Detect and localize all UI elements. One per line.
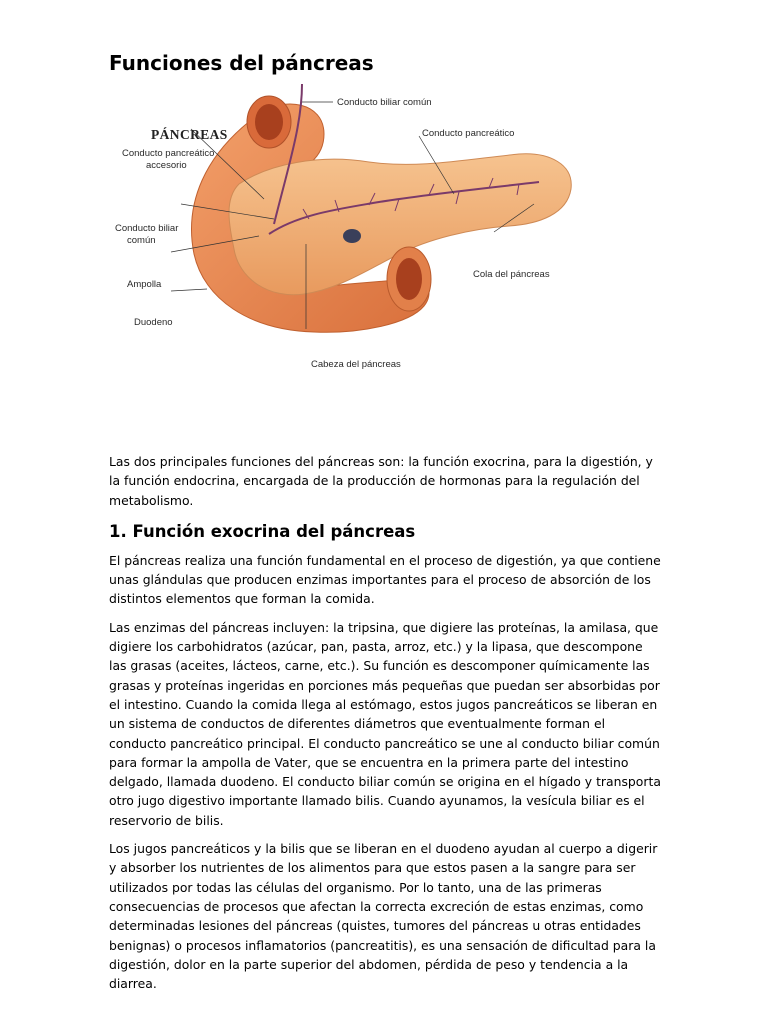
intro-paragraph: Las dos principales funciones del páncreas son: la función exocrina, para la digestión, y la función endocrina, encargada de la producción de hormonas para la regulación del metabolismo. (109, 454, 653, 508)
page-title: Funciones del páncreas (109, 51, 374, 75)
label-conducto-pancreatico: Conducto pancreático (422, 128, 515, 139)
section-heading-exocrine: 1. Función exocrina del páncreas (109, 521, 416, 541)
label-conducto-biliar-left-line1: Conducto biliar (115, 223, 179, 234)
document-page (109, 50, 661, 993)
pancreas-drawing (109, 84, 589, 354)
label-conducto-accesorio-line2: accesorio (146, 160, 187, 171)
paragraph-exocrine-3: Los jugos pancreáticos y la bilis que se liberan en el duodeno ayudan al cuerpo a digerir y absorber los nutrientes de los alimentos para que estos pasen a la sangre para ser utilizados por todas las células del organismo. Por lo tanto, una de las primeras consecuencias de procesos que afectan la correcta excreción de estas enzimas, como determinadas lesiones del páncreas (quistes, tumores del páncreas u otras entidades benignas) o procesos inflamatorios (pancreatitis), es una sensación de dificultad para la digestión, dolor en la parte superior del abdomen, pérdida de peso y tendencia a la diarrea. (109, 841, 658, 992)
label-conducto-biliar-comun-top: Conducto biliar común (337, 97, 432, 108)
paragraph-exocrine-2: Las enzimas del páncreas incluyen: la tripsina, que digiere las proteínas, la amilasa, que digiere los carbohidratos (azúcar, pan, pasta, arroz, etc.) y la lipasa, que descompone las grasas (aceites, lácteos, carne, etc.). Su función es descomponer químicamente las grasas y proteínas ingeridas en porciones más pequeñas que puedan ser absorbidas por el intestino. Cuando la comida llega al estómago, estos jugos pancreáticos se liberan en un sistema de conductos de diferentes diámetros que eventualmente forman el conducto pancreático principal. El conducto pancreático se une al conducto biliar común para formar la ampolla de Vater, que se encuentra en la primera parte del intestino delgado, llamada duodeno. El conducto biliar común se origina en el hígado y transporta otro jugo digestivo importante llamado bilis. Cuando ayunamos, la vesícula biliar es el reservorio de bilis. (109, 619, 661, 828)
pancreas-illustration (109, 84, 589, 370)
label-duodeno: Duodeno (134, 317, 173, 328)
label-ampolla: Ampolla (127, 279, 162, 290)
figure-title: PÁNCREAS (151, 127, 228, 142)
label-cabeza-del-pancreas: Cabeza del páncreas (311, 359, 401, 370)
label-conducto-accesorio-line1: Conducto pancreático (122, 148, 215, 159)
label-conducto-biliar-left-line2: común (127, 235, 156, 246)
label-cola-del-pancreas: Cola del páncreas (473, 269, 550, 280)
paragraph-exocrine-1: El páncreas realiza una función fundamental en el proceso de digestión, ya que contiene unas glándulas que producen enzimas importantes para el proceso de absorción de los distintos elementos que forman la comida. (109, 552, 661, 607)
